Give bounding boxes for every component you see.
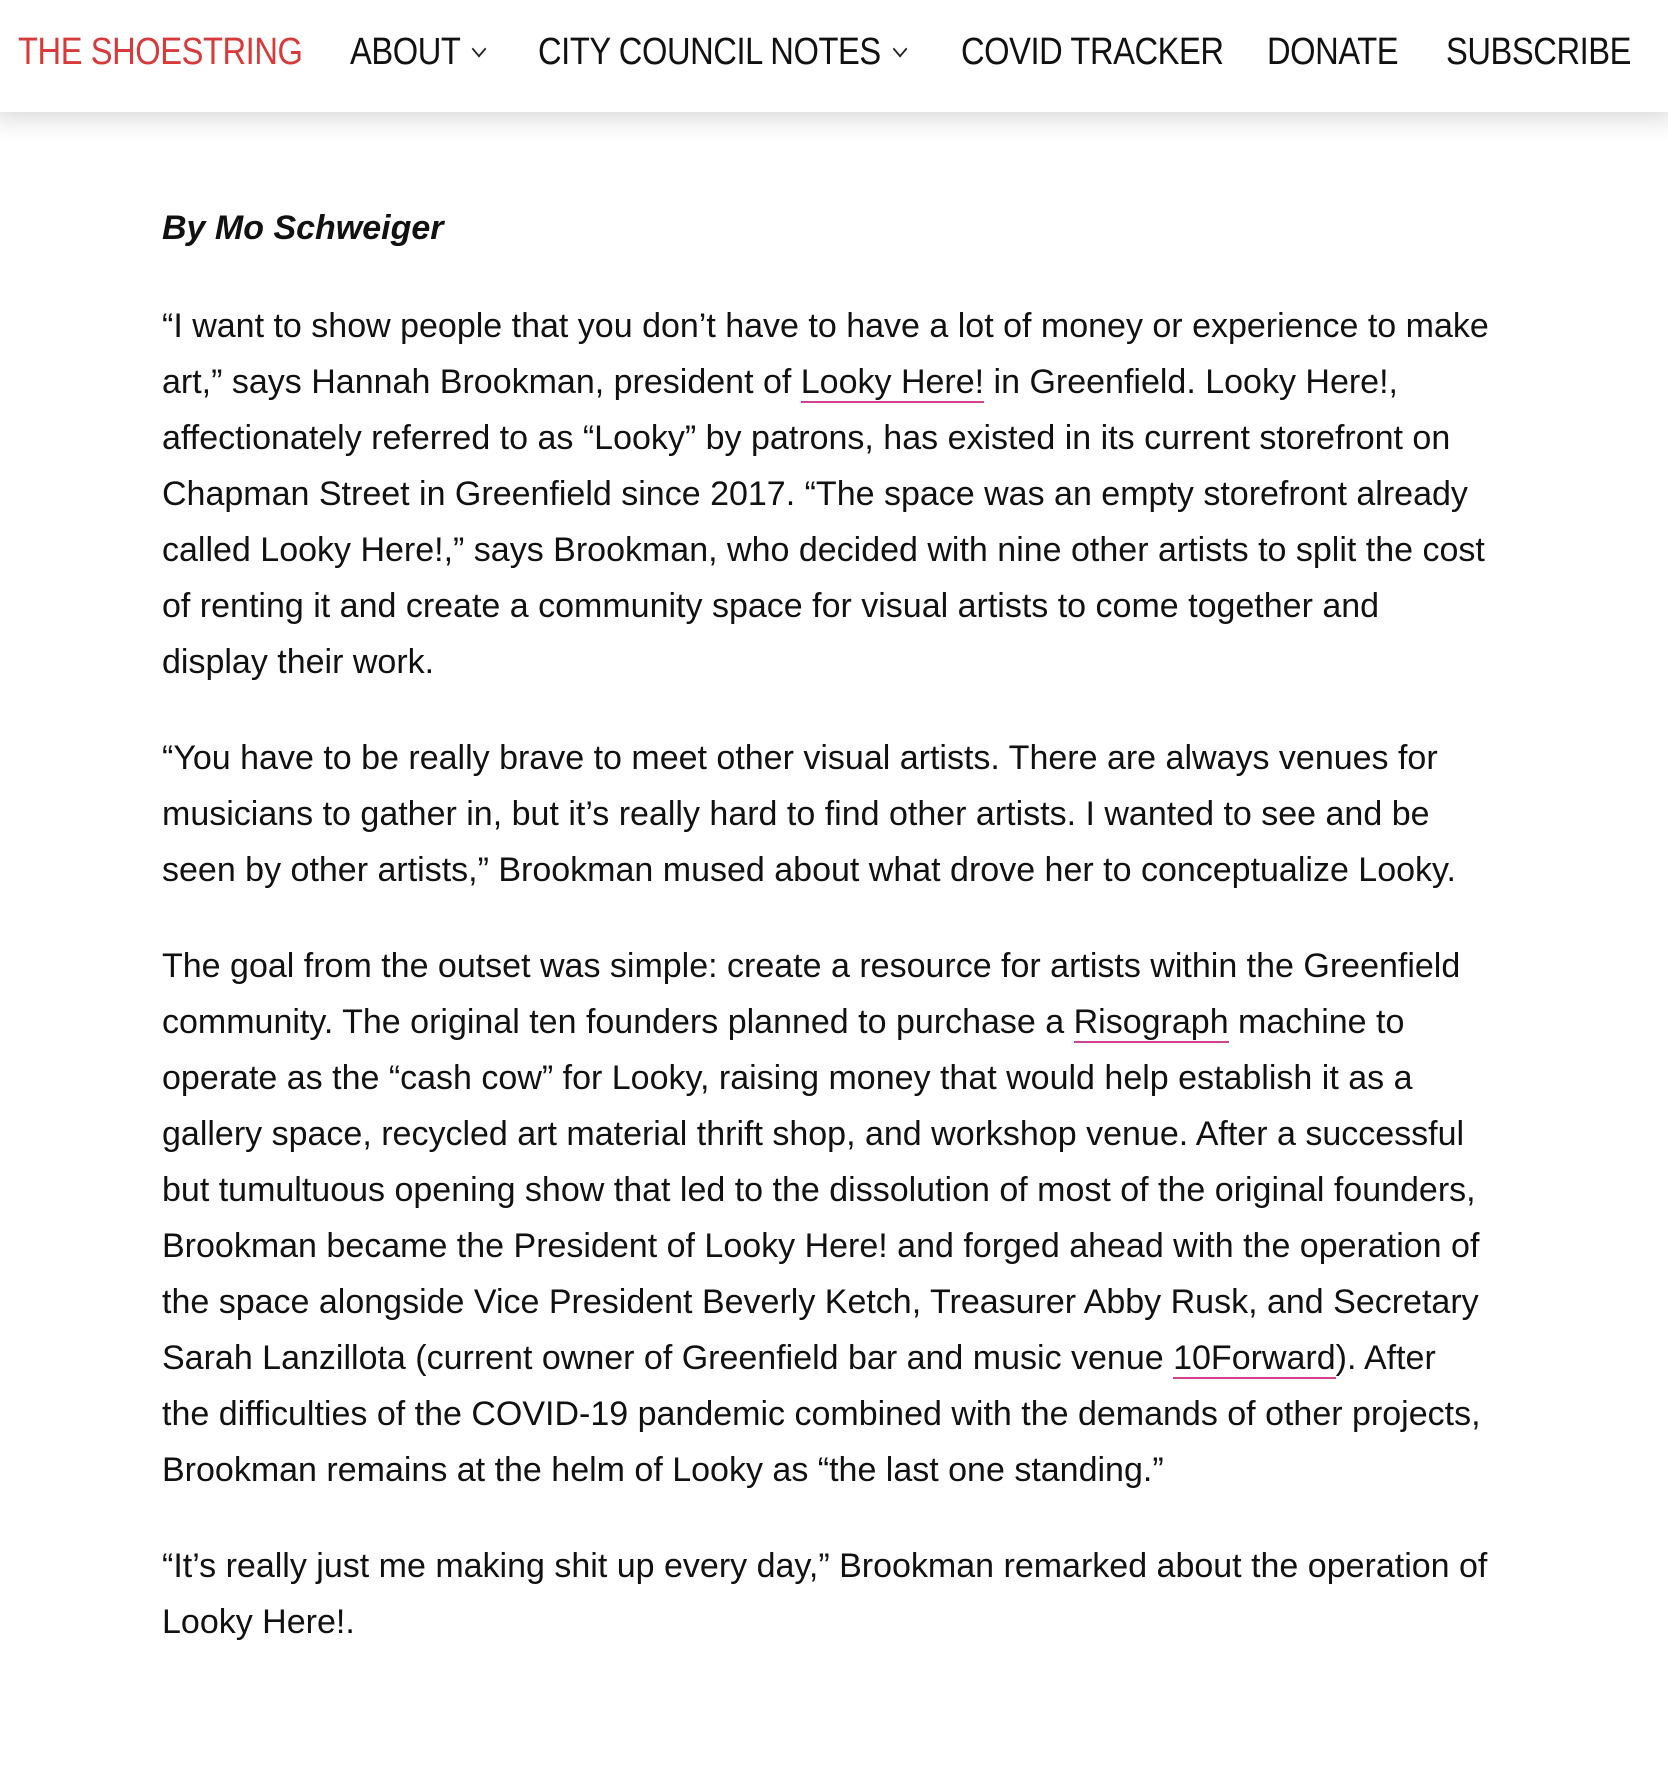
nav-label: ABOUT [350, 31, 461, 73]
brand-label: THE SHOESTRING [18, 31, 303, 73]
nav-item-donate[interactable] [1267, 26, 1398, 78]
nav-label: SUBSCRIBE [1446, 31, 1632, 73]
chevron-down-icon [892, 41, 907, 58]
text: ). After the difficulties of the COVID-19 pandemic combined with the demands of other projects, Brookman remains at the helm of Looky as “the last one standing.” [162, 1339, 1481, 1489]
text: in Greenfield. Looky Here!, affectionately referred to as “Looky” by patrons, has existed in its current storefront on Chapman Street in Greenfield since 2017. “The space was an empty storefront already called Looky Here!,” says Brookman, who decided with nine other artists to split the cost of renting it and create a community space for visual artists to come together and display their work. [162, 363, 1485, 681]
nav-brand-link[interactable] [18, 26, 302, 78]
byline: By Mo Schweiger [162, 209, 444, 247]
text: machine to operate as the “cash cow” for Looky, raising money that would help establish it as a gallery space, recycled art material thrift shop, and workshop venue. After a successful but tumultuous opening show that led to the dissolution of most of the original founders, Brookman became the President of Looky Here! and forged ahead with the operation of the space alongside Vice President Beverly Ketch, Treasurer Abby Rusk, and Secretary Sarah Lanzillota (current owner of Greenfield bar and music venue [162, 1003, 1480, 1377]
nav-item-about[interactable] [350, 26, 485, 78]
risograph-link[interactable]: Risograph [1073, 1003, 1229, 1041]
nav-label: COVID TRACKER [961, 31, 1224, 73]
nav-item-subscribe[interactable] [1446, 26, 1631, 78]
nav-item-city-council-notes[interactable] [538, 26, 905, 78]
paragraph-2: “You have to be really brave to meet other visual artists. There are always venues for musicians to gather in, but it’s really hard to find other artists. I wanted to see and be seen by other artists,” Brookman mused about what drove her to conceptualize Looky. [162, 739, 1456, 889]
top-navigation [0, 0, 1668, 112]
text: “I want to show people that you don’t have to have a lot of money or experience to make art,” says Hannah Brookman, president of [162, 307, 1489, 401]
chevron-down-icon [472, 41, 487, 58]
nav-label: CITY COUNCIL NOTES [538, 31, 881, 73]
header-shadow-band [0, 112, 1668, 142]
paragraph-4: “It’s really just me making shit up every day,” Brookman remarked about the operation of Looky Here!. [162, 1547, 1488, 1641]
nav-label: DONATE [1267, 31, 1399, 73]
paragraph-3 [162, 938, 1492, 1498]
text: The goal from the outset was simple: create a resource for artists within the Greenfield community. The original ten founders planned to purchase a [162, 947, 1461, 1041]
looky-here-link[interactable]: Looky Here! [800, 363, 985, 401]
article-body [162, 196, 1492, 1690]
nav-item-covid-tracker[interactable] [961, 26, 1224, 78]
10forward-link[interactable]: 10Forward [1173, 1339, 1336, 1377]
paragraph-1 [162, 298, 1492, 690]
